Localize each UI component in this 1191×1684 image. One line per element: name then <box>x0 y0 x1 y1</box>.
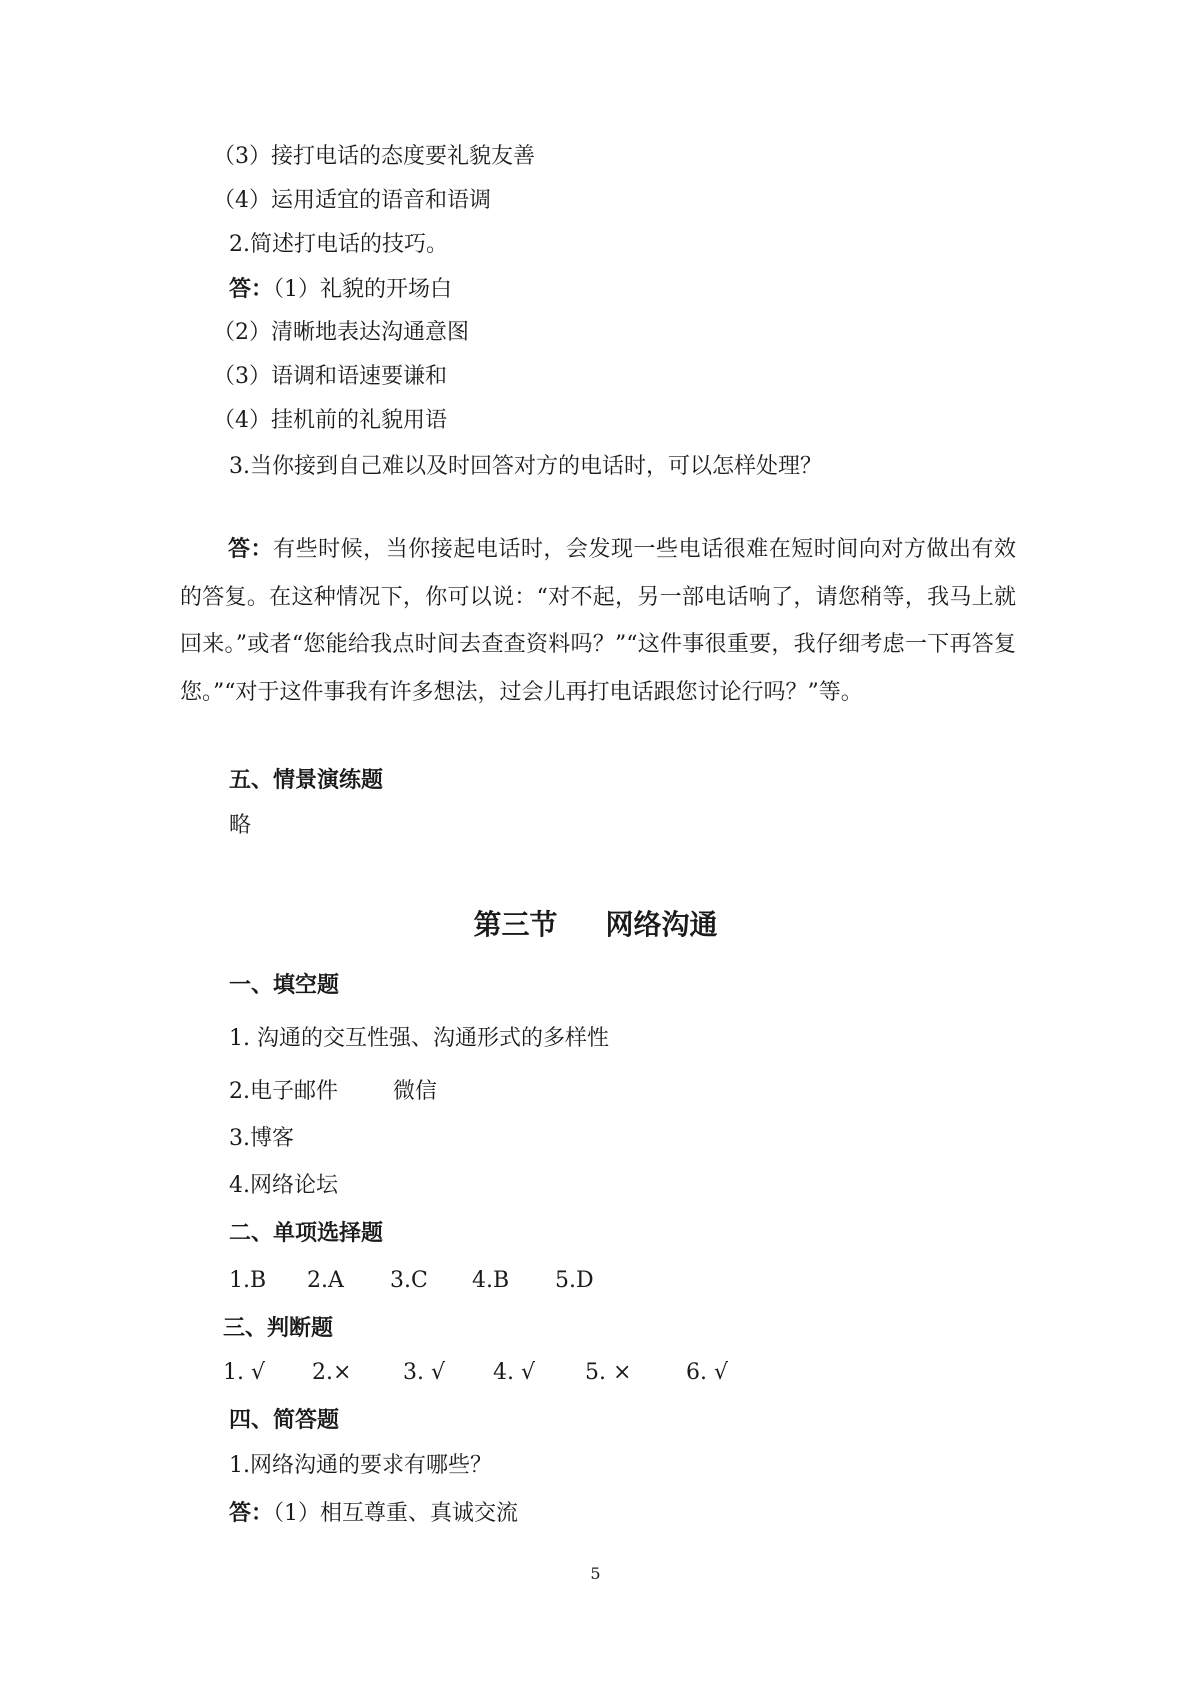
heading-short-answer: 四、简答题 <box>229 1407 340 1433</box>
fill-answer-2b: 微信 <box>393 1079 438 1104</box>
q2-answer-line <box>229 274 452 305</box>
heading-true-false: 三、判断题 <box>223 1315 334 1341</box>
choice-answer-3: 3.C <box>390 1268 428 1293</box>
section-title <box>0 907 1191 943</box>
judge-answer-6: 6. √ <box>686 1360 729 1385</box>
answer-label: 答： <box>229 276 274 302</box>
section-name: 网络沟通 <box>605 908 718 941</box>
short-question-1: 1.网络沟通的要求有哪些？ <box>229 1453 492 1478</box>
judge-answer-5: 5. × <box>585 1360 632 1385</box>
fill-answer-2 <box>0 1077 1191 1107</box>
fill-answer-3: 3.博客 <box>229 1126 294 1151</box>
section-number: 第三节 <box>473 908 558 941</box>
heading-scenario-practice: 五、情景演练题 <box>229 767 384 793</box>
q2-item-2: （2）清晰地表达沟通意图 <box>213 320 469 345</box>
choice-answer-2: 2.A <box>307 1268 344 1293</box>
judge-answer-1: 1. √ <box>223 1360 266 1385</box>
question-3: 3.当你接到自己难以及时回答对方的电话时，可以怎样处理？ <box>229 454 822 479</box>
judge-answer-2: 2.× <box>312 1360 352 1385</box>
q3-answer-text: 有些时候，当你接起电话时，会发现一些电话很难在短时间向对方做出有效的答复。在这种情况下，你可以说：“对不起，另一部电话响了，请您稍等，我马上就回来。”或者“您能给我点时间去查查资料吗？”“这件事很重要，我仔细考虑一下再答复您。”“对于这件事我有许多想法，过会儿再打电话跟您讨论行吗？”等。 <box>180 537 1016 705</box>
question-2: 2.简述打电话的技巧。 <box>229 232 448 257</box>
choice-answer-4: 4.B <box>472 1268 510 1293</box>
q1-item-4: （4）运用适宜的语音和语调 <box>213 188 491 213</box>
fill-answer-1: 1. 沟通的交互性强、沟通形式的多样性 <box>229 1026 609 1051</box>
fill-answer-4: 4.网络论坛 <box>229 1173 338 1198</box>
answer-label: 答： <box>229 1500 274 1526</box>
page-number: 5 <box>590 1564 601 1583</box>
q2-item-3: （3）语调和语速要谦和 <box>213 364 447 389</box>
judge-answers-row <box>0 1358 1191 1388</box>
judge-answer-4: 4. √ <box>493 1360 536 1385</box>
answer-label: 答： <box>228 536 274 562</box>
q2-item-4: （4）挂机前的礼貌用语 <box>213 408 447 433</box>
judge-answer-3: 3. √ <box>403 1360 446 1385</box>
short-answer-1-line <box>229 1498 518 1529</box>
heading-single-choice: 二、单项选择题 <box>229 1220 384 1246</box>
choice-answer-1: 1.B <box>229 1268 267 1293</box>
fill-answer-2a: 2.电子邮件 <box>229 1079 338 1104</box>
choice-answers-row <box>0 1266 1191 1296</box>
scenario-practice-body: 略 <box>229 813 252 838</box>
q3-answer-paragraph <box>180 526 1016 716</box>
heading-fill-blank: 一、填空题 <box>229 972 340 998</box>
choice-answer-5: 5.D <box>555 1268 594 1293</box>
q1-item-3: （3）接打电话的态度要礼貌友善 <box>213 144 535 169</box>
q2-item-1: （1）礼貌的开场白 <box>273 277 453 302</box>
short-answer-1: （1）相互尊重、真诚交流 <box>273 1501 519 1526</box>
